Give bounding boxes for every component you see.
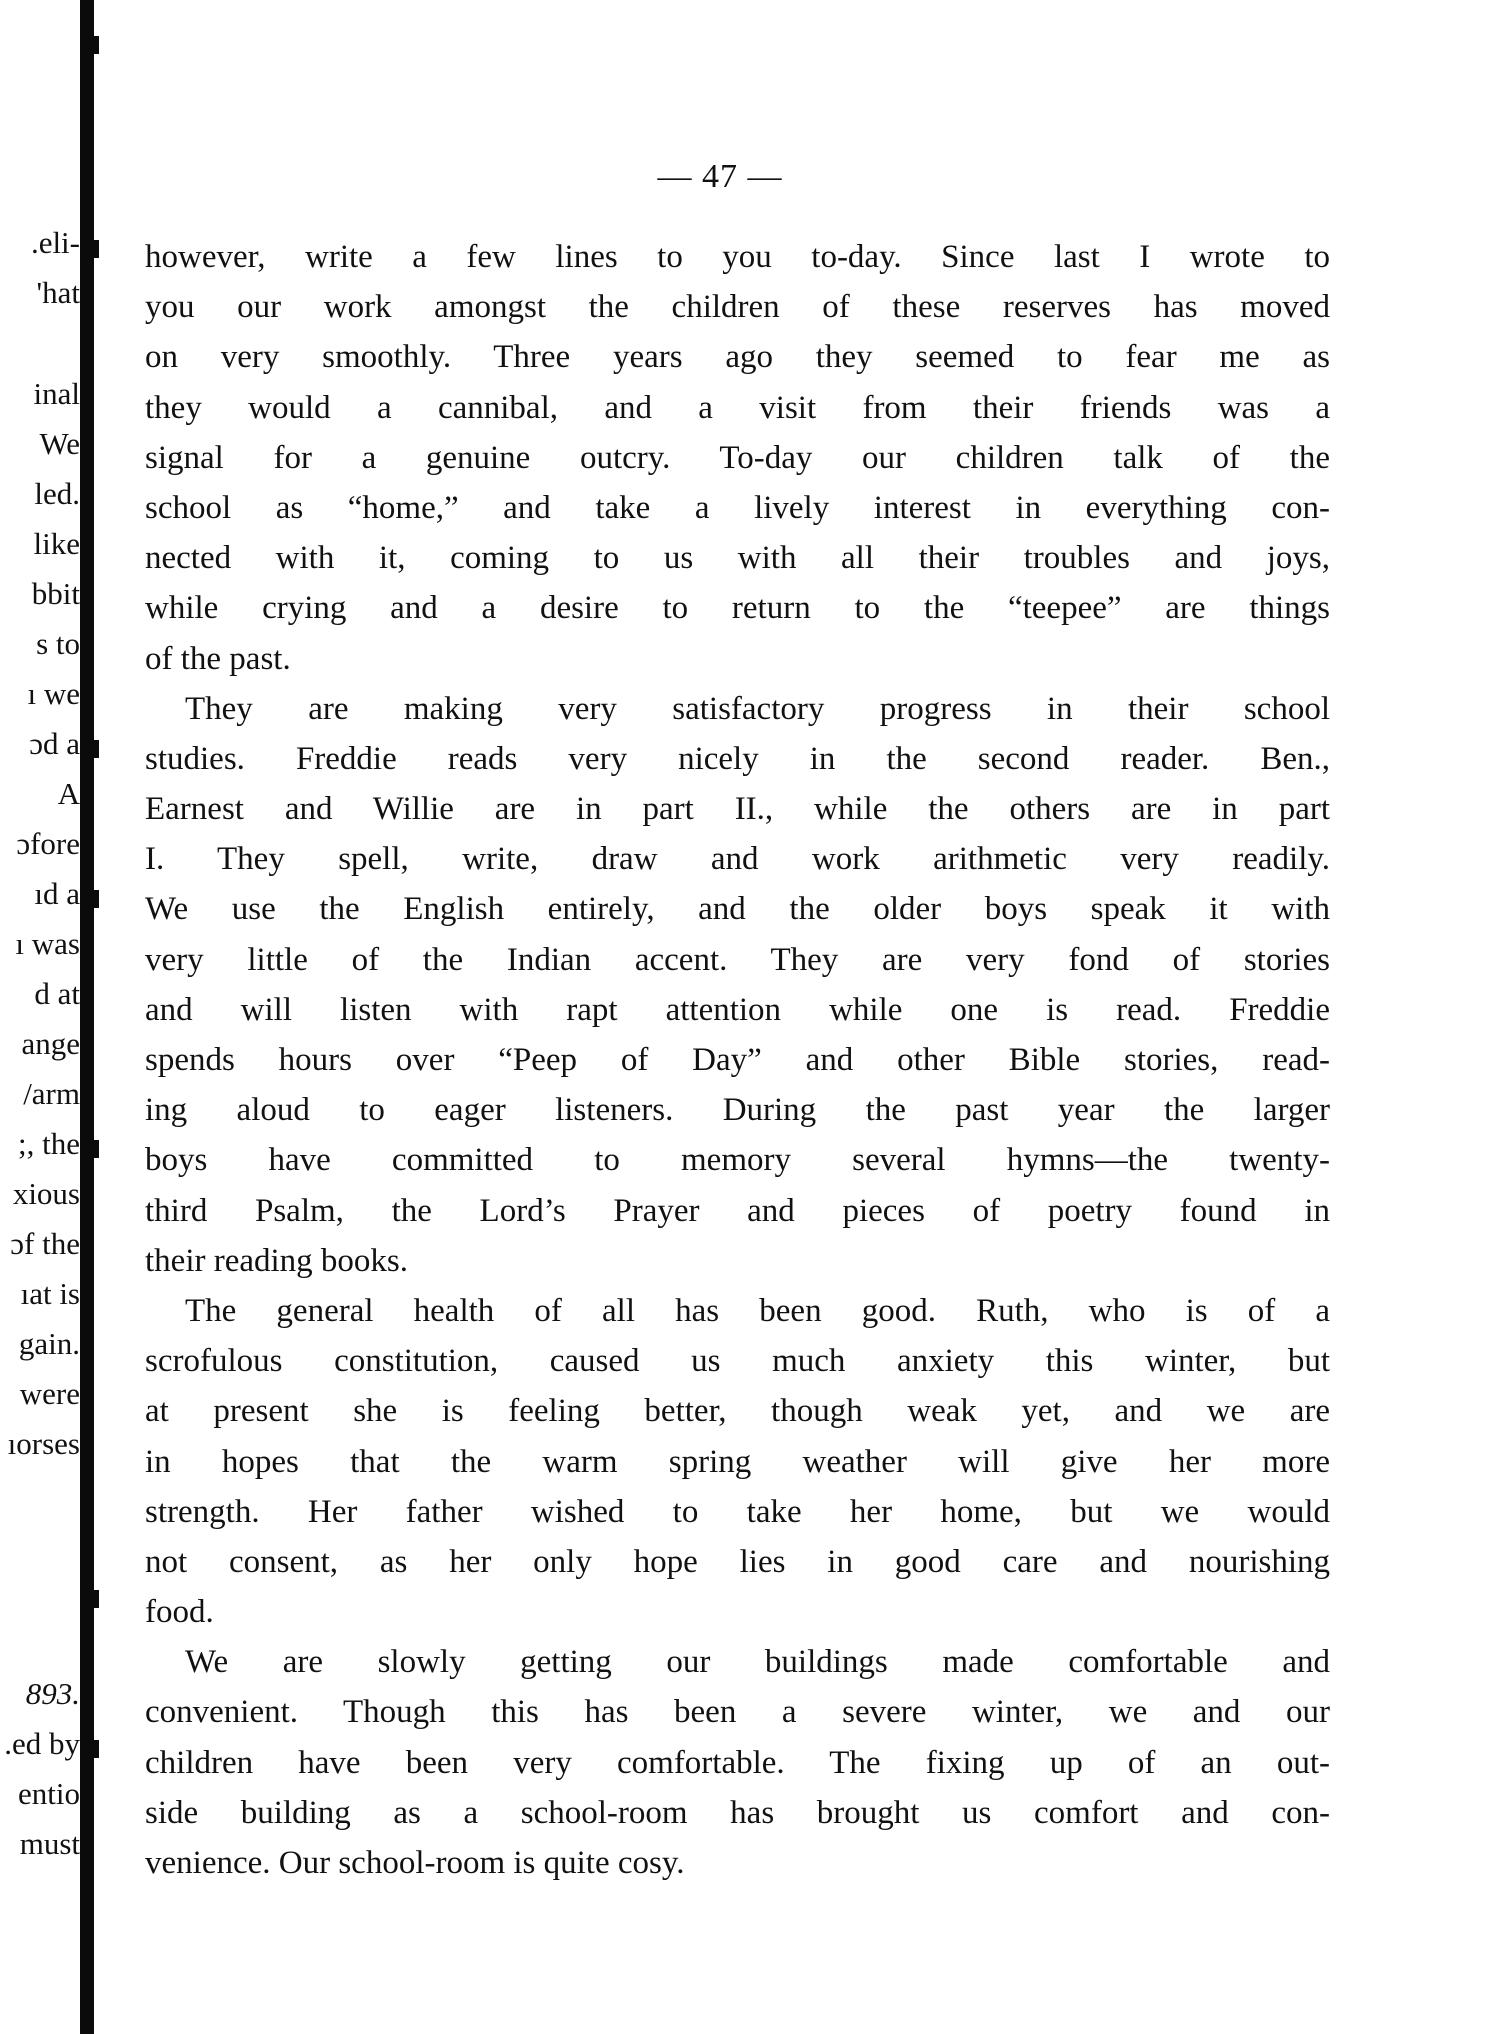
margin-fragment: ɔfore: [16, 826, 80, 861]
margin-fragment: were: [19, 1376, 80, 1411]
text-line: nected with it, coming to us with all their troubles and joys,: [145, 540, 1330, 577]
text-line: you our work amongst the children of these reserves has moved: [145, 289, 1330, 326]
margin-fragment: bbit: [31, 576, 80, 611]
gutter-mark: [94, 890, 99, 908]
text-line: school as “home,” and take a lively interest in everything con-: [145, 489, 1330, 526]
text-line: of the past.: [145, 640, 291, 677]
margin-fragment: inal: [33, 376, 80, 411]
page-number: — 47 —: [657, 158, 783, 195]
text-line: while crying and a desire to return to the “teepee” are things: [145, 590, 1330, 627]
text-line: ing aloud to eager listeners. During the past year the larger: [145, 1092, 1330, 1129]
text-line: The general health of all has been good. Ruth, who is of a: [185, 1292, 1330, 1329]
margin-fragment: led.: [34, 476, 80, 511]
text-line: however, write a few lines to you to-day. Since last I wrote to: [145, 239, 1330, 275]
margin-fragment: must: [19, 1826, 80, 1861]
text-line: side building as a school-room has brought us comfort and con-: [145, 1794, 1330, 1831]
margin-fragment: A: [57, 776, 80, 811]
margin-fragment: We: [39, 426, 80, 461]
margin-fragment: /arm: [23, 1076, 80, 1111]
margin-fragment: ıorses: [7, 1426, 80, 1461]
text-line: convenient. Though this has been a severe winter, we and our: [145, 1694, 1330, 1731]
text-line: venience. Our school-room is quite cosy.: [145, 1845, 685, 1881]
margin-fragment: entio: [18, 1776, 80, 1811]
text-line: boys have committed to memory several hymns—the twenty-: [145, 1142, 1330, 1179]
binding-gutter: [80, 0, 94, 2034]
text-line: children have been very comfortable. The fixing up of an out-: [145, 1744, 1330, 1781]
margin-fragment: ange: [21, 1026, 80, 1061]
text-line: third Psalm, the Lord’s Prayer and pieces of poetry found in: [145, 1192, 1330, 1229]
text-line: and will listen with rapt attention while one is read. Freddie: [145, 991, 1330, 1028]
margin-fragment: s to: [36, 626, 80, 661]
text-line: very little of the Indian accent. They are very fond of stories: [145, 941, 1330, 978]
margin-fragment: 'hat: [36, 275, 80, 310]
text-line: signal for a genuine outcry. To-day our children talk of the: [145, 439, 1330, 476]
text-line: Earnest and Willie are in part II., while the others are in part: [145, 791, 1330, 828]
text-line: food.: [145, 1594, 214, 1631]
text-line: They are making very satisfactory progress in their school: [185, 690, 1330, 727]
margin-fragment: d at: [34, 976, 80, 1011]
text-line: We are slowly getting our buildings made comfortable and: [185, 1644, 1330, 1681]
gutter-mark: [94, 240, 99, 258]
margin-fragment: like: [33, 526, 80, 561]
body-text: [145, 232, 1330, 1888]
gutter-mark: [94, 1140, 99, 1158]
margin-fragment: 893.: [25, 1676, 80, 1711]
gutter-mark: [94, 36, 99, 54]
gutter-mark: [94, 740, 99, 758]
margin-fragment: ı we: [27, 676, 80, 711]
text-line: they would a cannibal, and a visit from their friends was a: [145, 389, 1330, 426]
margin-fragment: .eli-: [30, 225, 80, 260]
text-line: I. They spell, write, draw and work arithmetic very readily.: [145, 841, 1330, 878]
margin-fragment: ıd a: [34, 876, 80, 911]
text-line: their reading books.: [145, 1242, 409, 1279]
margin-fragment: .ed by: [4, 1726, 80, 1761]
gutter-mark: [94, 1590, 99, 1608]
margin-fragment: xious: [12, 1176, 80, 1211]
text-line: strength. Her father wished to take her home, but we would: [145, 1493, 1330, 1530]
margin-fragment: gain.: [18, 1326, 80, 1361]
margin-fragment: ı was: [15, 926, 80, 961]
margin-fragment: ɔd a: [29, 726, 80, 761]
margin-fragment: ;, the: [18, 1126, 80, 1161]
margin-fragment: ɔf the: [10, 1226, 80, 1261]
text-line: not consent, as her only hope lies in good care and nourishing: [145, 1543, 1330, 1580]
margin-fragment: ıat is: [20, 1276, 80, 1311]
text-line: at present she is feeling better, though weak yet, and we are: [145, 1393, 1330, 1430]
text-line: in hopes that the warm spring weather will give her more: [145, 1443, 1330, 1480]
text-line: studies. Freddie reads very nicely in the second reader. Ben.,: [145, 740, 1330, 777]
left-margin-fragments: [0, 0, 80, 2034]
text-line: We use the English entirely, and the older boys speak it with: [145, 891, 1330, 928]
text-line: on very smoothly. Three years ago they seemed to fear me as: [145, 339, 1330, 376]
gutter-mark: [94, 1740, 99, 1758]
text-line: spends hours over “Peep of Day” and other Bible stories, read-: [145, 1042, 1330, 1078]
text-line: scrofulous constitution, caused us much anxiety this winter, but: [145, 1343, 1330, 1380]
